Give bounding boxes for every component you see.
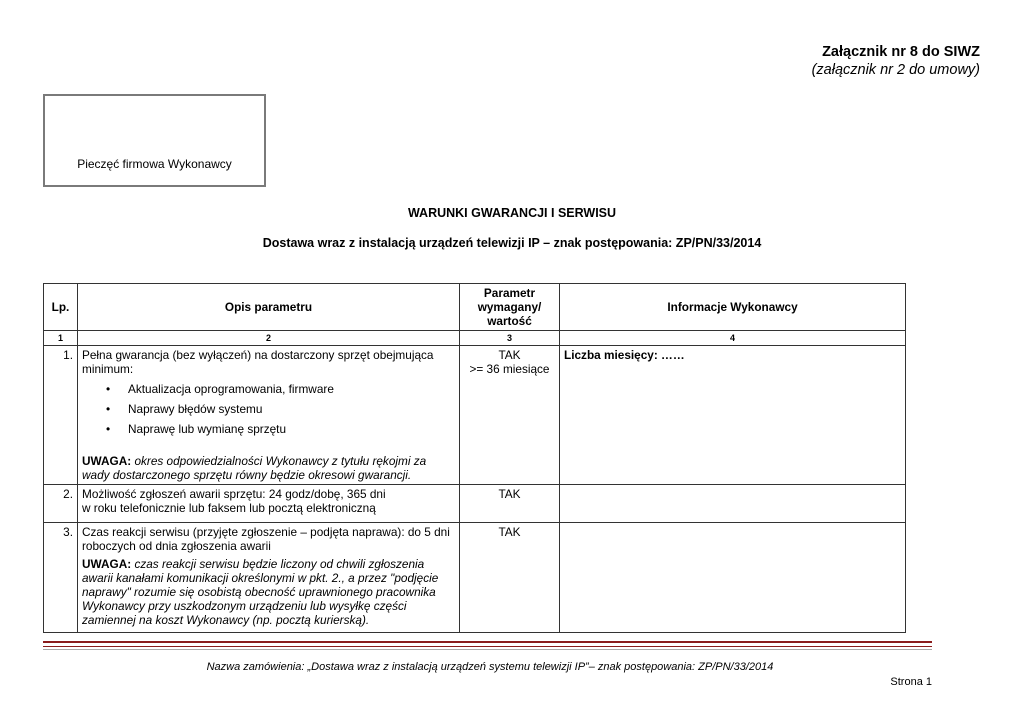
note-text: czas reakcji serwisu będzie liczony od chwili zgłoszenia awarii kanałami komunikacji określonymi w pkt. 2., a przez "podjęcie naprawy" rozumie się osobistą obecność uprawnionego pracownika Wykonawcy przy uszkodzonym urządzeniu lub wysyłkę części zamiennej na koszt Wykonawcy (np. pocztą kurierską). — [82, 557, 439, 627]
col-number: 1 — [44, 331, 78, 346]
table-row — [44, 485, 906, 523]
footer-rule — [43, 646, 932, 647]
row-description — [78, 346, 460, 485]
row-contractor-info[interactable] — [560, 523, 906, 633]
bullet-icon: • — [106, 422, 111, 436]
attachment-agreement-ref: (załącznik nr 2 do umowy) — [811, 62, 980, 78]
row-contractor-info[interactable]: Liczba miesięcy: …… — [560, 346, 906, 485]
attachment-reference — [812, 43, 980, 79]
warranty-scope-list — [82, 382, 455, 436]
row-required-value: TAK — [460, 523, 560, 633]
company-stamp-box — [43, 94, 266, 187]
bullet-icon: • — [106, 382, 111, 396]
row-note — [82, 454, 455, 482]
document-subtitle: Dostawa wraz z instalacją urządzeń telewizji IP – znak postępowania: ZP/PN/33/2014 — [262, 236, 762, 250]
row-note — [82, 557, 455, 627]
note-label: UWAGA: — [82, 454, 132, 468]
table-header-row — [44, 284, 906, 331]
list-item: • Aktualizacja oprogramowania, firmware — [106, 382, 334, 396]
row-description: Możliwość zgłoszeń awarii sprzętu: 24 godz/dobę, 365 dni w roku telefonicznie lub faksem lub pocztą elektroniczną — [78, 485, 460, 523]
column-number-row — [44, 331, 906, 346]
row-description-text: Czas reakcji serwisu (przyjęte zgłoszenie – podjęta naprawa): do 5 dni roboczych od dnia zgłoszenia awarii — [82, 525, 450, 553]
col-number: 2 — [78, 331, 460, 346]
row-required-value: TAK — [460, 485, 560, 523]
row-description — [78, 523, 460, 633]
note-label: UWAGA: — [82, 557, 132, 571]
row-lp: 3. — [44, 523, 78, 633]
header-lp: Lp. — [44, 284, 78, 331]
col-number: 4 — [560, 331, 906, 346]
header-contractor-info: Informacje Wykonawcy — [560, 284, 906, 331]
row-contractor-info[interactable] — [560, 485, 906, 523]
row-description-text: Pełna gwarancja (bez wyłączeń) na dostarczony sprzęt obejmująca minimum: — [82, 348, 434, 376]
footer-rule — [43, 649, 932, 650]
table-row — [44, 346, 906, 485]
header-description: Opis parametru — [78, 284, 460, 331]
bullet-icon: • — [106, 402, 111, 416]
table-row — [44, 523, 906, 633]
attachment-number: Załącznik nr 8 do SIWZ — [822, 44, 980, 60]
page-number: Strona 1 — [890, 676, 932, 688]
warranty-table — [43, 283, 906, 633]
document-title: WARUNKI GWARANCJI I SERWISU — [407, 206, 617, 220]
row-required-value: TAK >= 36 miesiące — [460, 346, 560, 485]
header-required-value: Parametr wymagany/ wartość — [460, 284, 560, 331]
list-item: • Naprawy błędów systemu — [106, 402, 263, 416]
col-number: 3 — [460, 331, 560, 346]
list-item: • Naprawę lub wymianę sprzętu — [106, 422, 287, 436]
company-stamp-label: Pieczęć firmowa Wykonawcy — [77, 157, 232, 171]
row-lp: 2. — [44, 485, 78, 523]
footer-order-name: Nazwa zamówienia: „Dostawa wraz z instalacją urządzeń systemu telewizji IP”– znak postępowania: ZP/PN/33/2014 — [206, 661, 774, 673]
footer-rule — [43, 641, 932, 643]
row-lp: 1. — [44, 346, 78, 485]
note-text: okres odpowiedzialności Wykonawcy z tytułu rękojmi za wady dostarczonego sprzętu równy będzie okresowi gwarancji. — [82, 454, 427, 482]
